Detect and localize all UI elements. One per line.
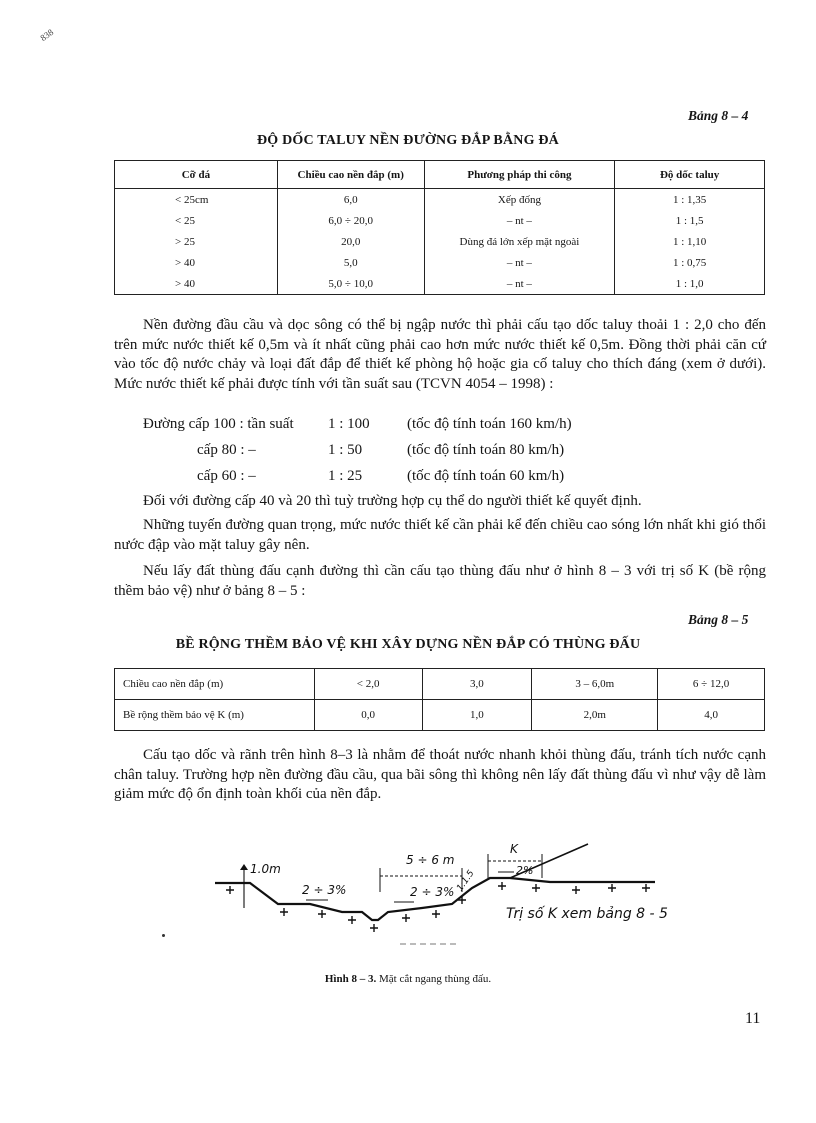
paragraph-wave-height: Những tuyến đường quan trọng, mức nước thiết kế cần phải kể đến chiều cao sóng lớn nhất khi gió thổi nước đập vào mặt taluy gây nên. bbox=[114, 517, 766, 553]
table-cell: 6,0 ÷ 20,0 bbox=[277, 210, 424, 231]
ink-dot bbox=[162, 934, 165, 937]
table-cell: < 25 bbox=[115, 210, 278, 231]
paragraph-grade-40-20: Đối với đường cấp 40 và 20 thì tuỳ trường hợp cụ thể do người thiết kế quyết định. bbox=[143, 493, 642, 509]
table-cell: 5,0 bbox=[277, 252, 424, 273]
figure-label-width: 5 ÷ 6 m bbox=[406, 853, 455, 867]
table-cell: > 40 bbox=[115, 252, 278, 273]
table-cell: Dùng đá lớn xếp mặt ngoài bbox=[424, 231, 615, 252]
table-cell: < 25cm bbox=[115, 189, 278, 211]
table-row bbox=[115, 273, 765, 295]
freq-line-a: cấp 60 : – bbox=[197, 468, 256, 484]
arrowhead-icon bbox=[240, 864, 248, 870]
table-cell: 1,0 bbox=[422, 700, 532, 731]
page-number: 11 bbox=[745, 1010, 761, 1027]
table-cell: – nt – bbox=[424, 273, 615, 295]
table-8-4-label: Bảng 8 – 4 bbox=[688, 108, 749, 123]
figure-label-slope-side: 1:1.5 bbox=[455, 868, 477, 894]
table-cell: 1 : 1,5 bbox=[615, 210, 765, 231]
table-row bbox=[115, 252, 765, 273]
table-row bbox=[115, 231, 765, 252]
table-cell: 1 : 1,10 bbox=[615, 231, 765, 252]
freq-line-c: (tốc độ tính toán 80 km/h) bbox=[407, 442, 565, 458]
paragraph-flood-slope: Nền đường đầu cầu và dọc sông có thể bị ngập nước thì phải cấu tạo dốc taluy thoải 1 : 2,0 cho đến trên mức nước thiết kế 0,5m và ít nhất cũng phải cao hơn mức nước thiết kế 0,5m. Đồng thời phải căn cứ vào tốc độ nước chảy và loại đất đắp để thiết kế phòng hộ hoặc gia cố taluy cho thích đáng (xem ở dưới). Mức nước thiết kế phải được tính với tần suất sau (TCVN 4054 – 1998) : bbox=[114, 317, 766, 392]
figure-label-height: 1.0m bbox=[250, 862, 281, 876]
table-cell: 20,0 bbox=[277, 231, 424, 252]
column-header: Phương pháp thi công bbox=[424, 161, 615, 189]
table-cell: 3,0 bbox=[422, 669, 532, 700]
table-cell: 1 : 0,75 bbox=[615, 252, 765, 273]
table-cell: 6 ÷ 12,0 bbox=[658, 669, 765, 700]
table-header-row bbox=[115, 161, 765, 189]
freq-line-c: (tốc độ tính toán 60 km/h) bbox=[407, 468, 565, 484]
figure-caption-text: Mặt cắt ngang thùng đấu. bbox=[376, 973, 492, 985]
figure-caption bbox=[0, 973, 816, 985]
table-cell: 3 – 6,0m bbox=[532, 669, 658, 700]
freq-line-c: (tốc độ tính toán 160 km/h) bbox=[407, 416, 572, 432]
table-row bbox=[115, 189, 765, 211]
column-header: Chiều cao nền đắp (m) bbox=[277, 161, 424, 189]
column-header: Cỡ đá bbox=[115, 161, 278, 189]
table-8-5-label: Bảng 8 – 5 bbox=[688, 612, 749, 627]
column-header: Độ dốc taluy bbox=[615, 161, 765, 189]
table-cell: 0,0 bbox=[314, 700, 422, 731]
table-8-5-title: BỀ RỘNG THỀM BẢO VỆ KHI XÂY DỰNG NỀN ĐẮP CÓ THÙNG ĐẤU bbox=[175, 637, 641, 652]
table-cell: 1 : 1,35 bbox=[615, 189, 765, 211]
table-cell: > 40 bbox=[115, 273, 278, 295]
table-cell: Chiều cao nền đắp (m) bbox=[115, 669, 315, 700]
corner-mark: 838 bbox=[38, 27, 56, 43]
table-cell: 6,0 bbox=[277, 189, 424, 211]
freq-line-b: 1 : 100 bbox=[328, 416, 370, 432]
table-8-4-title: ĐỘ DỐC TALUY NỀN ĐƯỜNG ĐẮP BẰNG ĐÁ bbox=[257, 133, 559, 148]
table-cell: 1 : 1,0 bbox=[615, 273, 765, 295]
freq-line-a: cấp 80 : – bbox=[197, 442, 256, 458]
figure-label-slope-mid: 2 ÷ 3% bbox=[410, 885, 455, 899]
table-cell: – nt – bbox=[424, 252, 615, 273]
table-cell: Bề rộng thềm bảo vệ K (m) bbox=[115, 700, 315, 731]
figure-borrow-pit-cross-section bbox=[210, 826, 690, 956]
freq-line-a: Đường cấp 100 : tần suất bbox=[143, 416, 294, 432]
figure-note: Trị số K xem bảng 8 - 5 bbox=[506, 906, 668, 922]
table-cell: 4,0 bbox=[658, 700, 765, 731]
table-cell: – nt – bbox=[424, 210, 615, 231]
freq-line-b: 1 : 25 bbox=[328, 468, 363, 484]
figure-label-slope-right: 2% bbox=[516, 864, 534, 877]
table-row bbox=[115, 700, 765, 731]
table-cell: > 25 bbox=[115, 231, 278, 252]
paragraph-ditch-design: Cấu tạo dốc và rãnh trên hình 8–3 là nhằm để thoát nước nhanh khỏi thùng đấu, tránh tích nước cạnh chân taluy. Trường hợp nền đường đầu cầu, qua bãi sông thì không nên lấy đất thùng đấu vì như vậy dễ làm giảm mức độ ổn định toàn khối của nền đắp. bbox=[114, 747, 766, 802]
table-cell: 5,0 ÷ 10,0 bbox=[277, 273, 424, 295]
paragraph-borrow-pit: Nếu lấy đất thùng đấu cạnh đường thì cần cấu tạo thùng đấu như ở hình 8 – 3 với trị số K (bề rộng thềm bảo vệ) như ở bảng 8 – 5 : bbox=[114, 563, 766, 599]
table-8-4 bbox=[114, 160, 765, 295]
figure-caption-number: Hình 8 – 3. bbox=[324, 973, 377, 985]
freq-line-b: 1 : 50 bbox=[328, 442, 363, 458]
table-8-5 bbox=[114, 668, 765, 731]
table-row bbox=[115, 210, 765, 231]
table-cell: Xếp đống bbox=[424, 189, 615, 211]
table-cell: 2,0m bbox=[532, 700, 658, 731]
figure-label-slope-left: 2 ÷ 3% bbox=[302, 883, 347, 897]
table-row bbox=[115, 669, 765, 700]
figure-label-k: K bbox=[510, 842, 518, 856]
table-cell: < 2,0 bbox=[314, 669, 422, 700]
